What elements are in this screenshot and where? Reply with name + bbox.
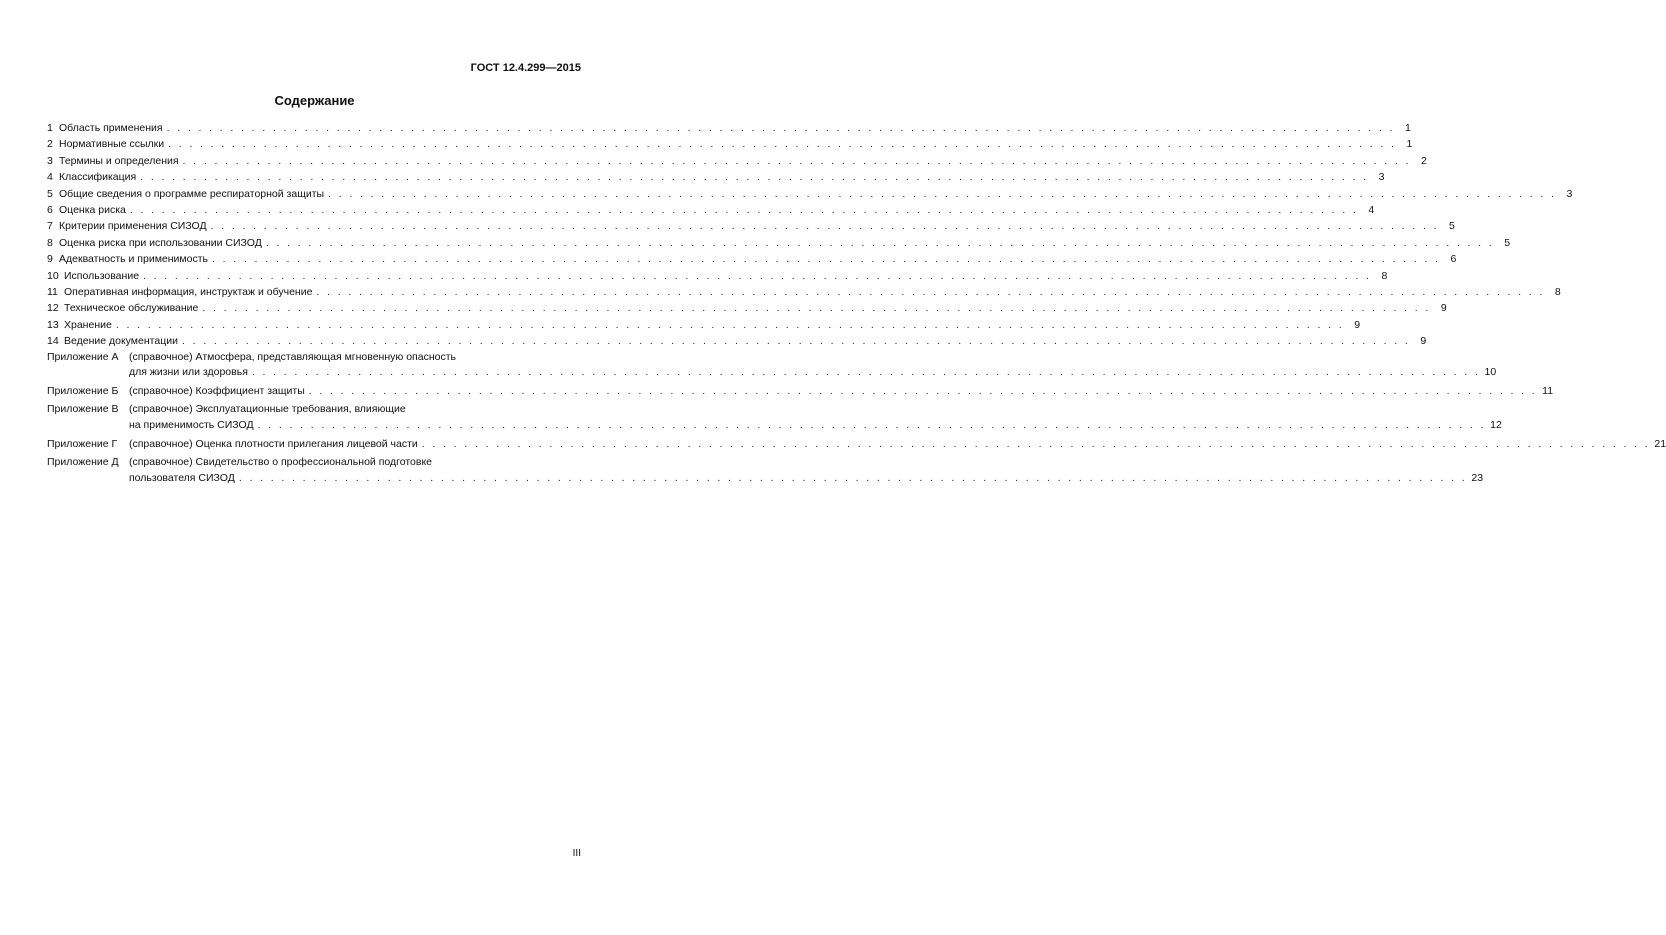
appendix-title-text: (справочное) Оценка плотности прилегания лицевой части	[129, 437, 418, 450]
toc-entry-number: 1	[47, 122, 53, 134]
toc-entry-number: 14	[47, 335, 59, 348]
appendix-body	[129, 455, 1483, 486]
appendix-name: Приложение Г	[47, 437, 118, 450]
appendix-body	[129, 437, 1666, 453]
document-code: ГОСТ 12.4.299—2015	[470, 62, 581, 74]
dot-leader	[252, 365, 1480, 381]
appendix-name: Приложение В	[47, 403, 119, 416]
appendix-title-text: для жизни или здоровья	[129, 366, 248, 379]
appendix-title-line2	[129, 471, 1483, 487]
appendix-page: 21	[1654, 437, 1666, 450]
toc-entry-page: 8	[1554, 286, 1561, 299]
toc-entry[interactable]	[47, 169, 1385, 185]
toc-entry-number: 13	[47, 318, 59, 331]
toc-appendix-entry[interactable]	[47, 437, 1666, 453]
dot-leader	[130, 202, 1358, 218]
appendix-title-line1: (справочное) Атмосфера, представляющая мгновенную опасность	[129, 350, 456, 363]
toc-entry-label: Ведение документации	[64, 335, 178, 348]
dot-leader	[140, 169, 1368, 185]
toc-entry-page: 4	[1368, 204, 1375, 217]
dot-leader	[202, 300, 1430, 316]
toc-entry-number: 3	[47, 154, 53, 167]
toc-entry-page: 9	[1440, 302, 1447, 315]
toc-entry[interactable]	[47, 300, 1447, 316]
dot-leader	[167, 120, 1395, 136]
dot-leader	[212, 251, 1440, 267]
table-of-contents	[47, 120, 1666, 489]
appendix-body	[129, 384, 1553, 400]
toc-entry-label: Нормативные ссылки	[59, 138, 165, 151]
toc-entry[interactable]	[47, 153, 1427, 169]
toc-entry-label: Термины и определения	[59, 154, 179, 167]
toc-entry[interactable]	[47, 317, 1361, 333]
toc-entry-number: 9	[47, 253, 53, 266]
toc-entry-label: Оценка риска при использовании СИЗОД	[59, 236, 262, 249]
toc-entry[interactable]	[47, 284, 1561, 300]
toc-entry-page: 5	[1449, 220, 1455, 233]
dot-leader	[422, 437, 1650, 453]
appendix-title-line2	[129, 418, 1502, 434]
appendix-page: 23	[1471, 471, 1484, 484]
appendix-title-line1: (справочное) Свидетельство о профессиональной подготовке	[129, 456, 432, 469]
appendix-title-line2	[129, 365, 1496, 381]
toc-entry-label: Общие сведения о программе респираторной защиты	[59, 187, 325, 200]
toc-entry-number: 2	[47, 138, 53, 151]
toc-appendix-entry[interactable]	[47, 350, 1497, 381]
dot-leader	[316, 284, 1544, 300]
page-number: III	[572, 848, 581, 859]
appendix-title-line2	[129, 384, 1553, 400]
toc-entry-number: 8	[47, 236, 53, 249]
toc-entry-page: 2	[1420, 154, 1427, 167]
toc-entry-page: 3	[1566, 187, 1573, 200]
page-title: Содержание	[274, 93, 355, 108]
toc-entry-page: 9	[1420, 335, 1427, 348]
dot-leader	[182, 333, 1410, 349]
dot-leader	[258, 418, 1486, 434]
appendix-page: 10	[1484, 366, 1497, 379]
toc-entry[interactable]	[47, 120, 1411, 136]
toc-entry-number: 6	[47, 204, 53, 217]
toc-entry-page: 5	[1504, 236, 1511, 249]
toc-entry[interactable]	[47, 268, 1388, 284]
toc-entry-label: Область применения	[59, 122, 163, 134]
toc-entry-label: Использование	[64, 269, 140, 282]
toc-entry-page: 8	[1381, 269, 1388, 282]
toc-entry[interactable]	[47, 202, 1375, 218]
dot-leader	[211, 218, 1439, 234]
dot-leader	[309, 384, 1537, 400]
appendix-title-text: пользователя СИЗОД	[129, 471, 235, 484]
toc-entry-number: 10	[47, 269, 59, 282]
toc-entry[interactable]	[47, 136, 1413, 152]
toc-entry-page: 1	[1405, 122, 1411, 134]
appendix-name: Приложение Д	[47, 456, 119, 469]
dot-leader	[116, 317, 1344, 333]
toc-entry-page: 6	[1450, 253, 1457, 266]
appendix-title-text: (справочное) Коэффициент защиты	[129, 384, 305, 397]
toc-entry-label: Оценка риска	[59, 204, 126, 217]
appendix-title-line1: (справочное) Эксплуатационные требования, влияющие	[129, 403, 406, 416]
toc-entry-number: 4	[47, 171, 53, 184]
dot-leader	[183, 153, 1411, 169]
appendix-name: Приложение Б	[47, 384, 119, 397]
toc-entry-label: Адекватность и применимость	[59, 253, 209, 266]
dot-leader	[239, 471, 1467, 487]
toc-entry-page: 3	[1378, 171, 1385, 184]
dot-leader	[143, 268, 1371, 284]
toc-entry-number: 5	[47, 187, 53, 200]
appendix-body	[129, 350, 1496, 381]
toc-entry[interactable]	[47, 218, 1455, 234]
appendix-name: Приложение А	[47, 350, 119, 363]
appendix-page: 12	[1490, 419, 1502, 432]
spacer	[47, 486, 584, 489]
dot-leader	[328, 186, 1556, 202]
toc-entry-label: Техническое обслуживание	[64, 302, 199, 315]
toc-entry-page: 9	[1354, 318, 1361, 331]
toc-entry-label: Оперативная информация, инструктаж и обучение	[64, 286, 313, 299]
toc-appendix-entry[interactable]	[47, 402, 1502, 433]
toc-entry[interactable]	[47, 333, 1427, 349]
toc-entry-label: Хранение	[64, 318, 112, 331]
dot-leader	[168, 136, 1396, 152]
toc-sections	[47, 120, 1573, 350]
toc-appendix-entry[interactable]	[47, 384, 1554, 400]
toc-appendices	[47, 350, 1666, 490]
appendix-title-line2	[129, 437, 1666, 453]
dot-leader	[266, 235, 1494, 251]
toc-entry[interactable]	[47, 186, 1573, 202]
appendix-page: 11	[1542, 384, 1554, 397]
toc-entry-number: 11	[47, 286, 58, 299]
toc-entry[interactable]	[47, 235, 1511, 251]
toc-entry-page: 1	[1406, 138, 1413, 151]
toc-entry-number: 7	[47, 220, 53, 233]
appendix-body	[129, 402, 1502, 433]
toc-entry-number: 12	[47, 302, 59, 315]
appendix-title-text: на применимость СИЗОД	[129, 419, 254, 432]
toc-entry-label: Критерии применения СИЗОД	[59, 220, 207, 233]
toc-entry-label: Классификация	[59, 171, 137, 184]
toc-appendix-entry[interactable]	[47, 455, 1484, 486]
toc-entry[interactable]	[47, 251, 1457, 267]
